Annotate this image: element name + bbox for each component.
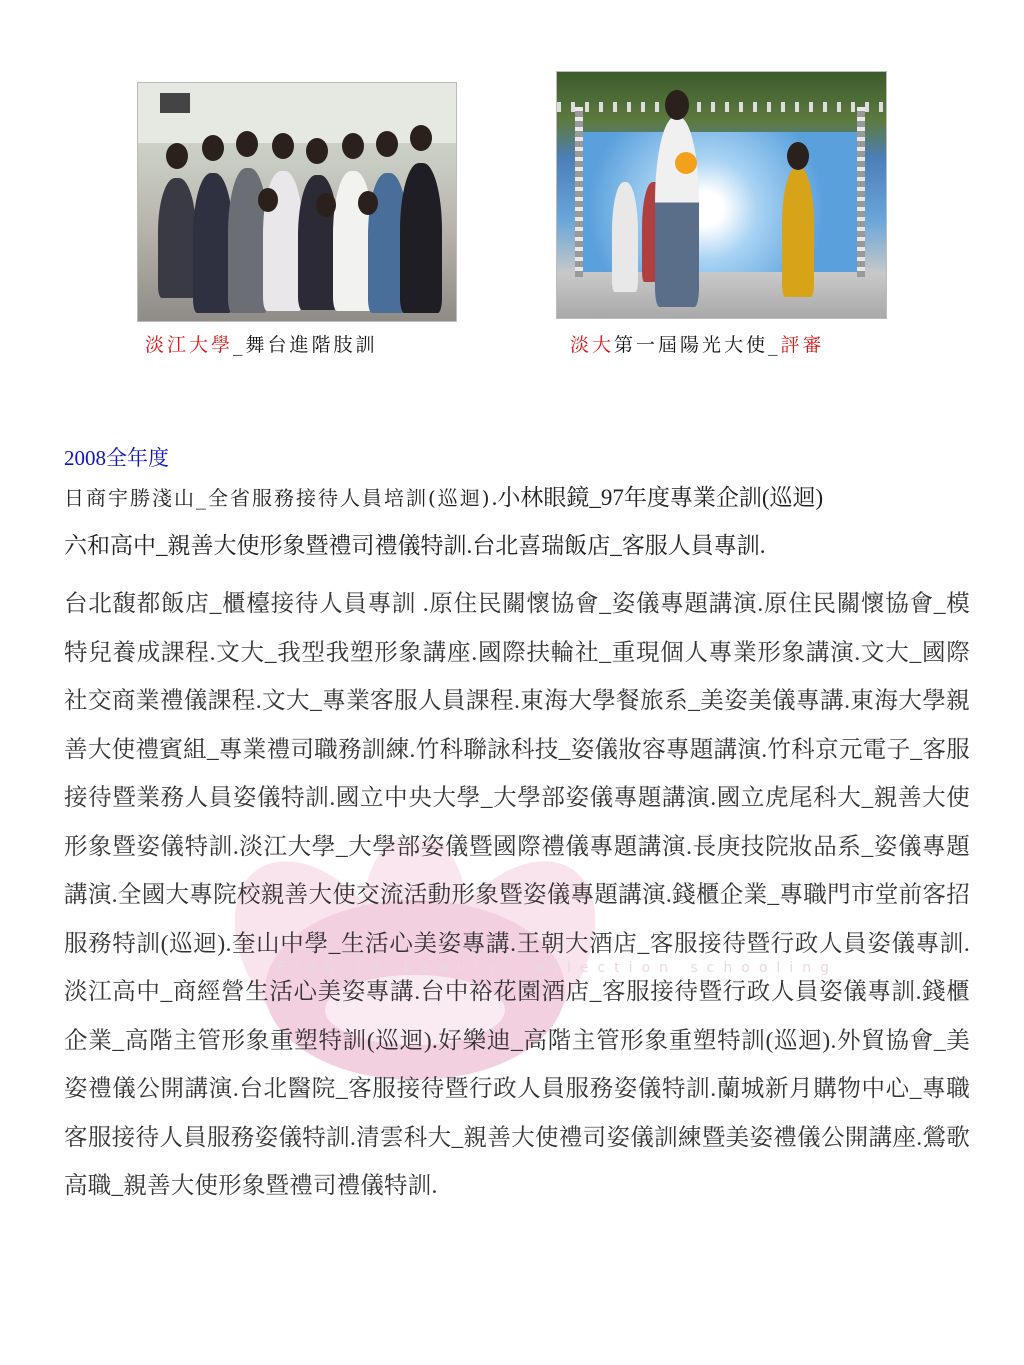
right-photo-caption <box>570 330 825 357</box>
watermark-text: Fion La beauty collection schooling <box>278 960 838 976</box>
intro-paragraph <box>64 474 974 570</box>
caption-role: 評審 <box>780 334 825 356</box>
training-list-paragraph: 台北馥都飯店_櫃檯接待人員專訓 .原住民關懷協會_姿儀專題講演.原住民關懷協會_模特兒養成課程.文大_我型我塑形象講座.國際扶輪社_重現個人專業形象講演.文大_國際社交商業禮儀課程.文大_專業客服人員課程.東海大學餐旅系_美姿美儀專講.東海大學親善大使禮賓組_專業禮司職務訓練.竹科聯詠科技_姿儀妝容專題講演.竹科京元電子_客服接待暨業務人員姿儀特訓.國立中央大學_大學部姿儀專題講演.國立虎尾科大_親善大使形象暨姿儀特訓.淡江大學_大學部姿儀暨國際禮儀專題講演.長庚技院妝品系_姿儀專題講演.全國大專院校親善大使交流活動形象暨姿儀專題講演.錢櫃企業_專職門市堂前客招服務特訓(巡迴).奎山中學_生活心美姿專講.王朝大酒店_客服接待暨行政人員姿儀專訓.淡江高中_商經營生活心美姿專講.台中裕花園酒店_客服接待暨行政人員姿儀專訓.錢櫃企業_高階主管形象重塑特訓(巡迴).好樂迪_高階主管形象重塑特訓(巡迴).外貿協會_美姿禮儀公開講演.台北醫院_客服接待暨行政人員服務姿儀特訓.蘭城新月購物中心_專職客服接待人員服務姿儀特訓.清雲科大_親善大使禮司姿儀訓練暨美姿禮儀公開講座.鶯歌高職_親善大使形象暨禮司禮儀特訓. <box>64 591 970 1199</box>
caption-school-short: 淡大 <box>570 334 615 356</box>
caption-course: _舞台進階肢訓 <box>233 334 378 356</box>
caption-event: 第一屆陽光大使_ <box>614 334 781 356</box>
intro-line-1 <box>64 474 974 522</box>
group-photo-tamkang <box>137 82 457 322</box>
caption-school-name: 淡江大學 <box>145 334 234 356</box>
intro-line-1-part-b: .小林眼鏡_97年度專業企訓(巡迴) <box>491 485 824 510</box>
left-photo-caption <box>145 330 378 357</box>
intro-line-2: 六和高中_親善大使形象暨禮司禮儀特訓.台北喜瑞飯店_客服人員專訓. <box>64 533 766 558</box>
intro-line-1-part-a: 日商宇勝淺山_全省服務接待人員培訓(巡迴) <box>64 486 492 510</box>
year-heading: 2008全年度 <box>64 446 169 470</box>
stage-event-photo <box>556 71 887 319</box>
